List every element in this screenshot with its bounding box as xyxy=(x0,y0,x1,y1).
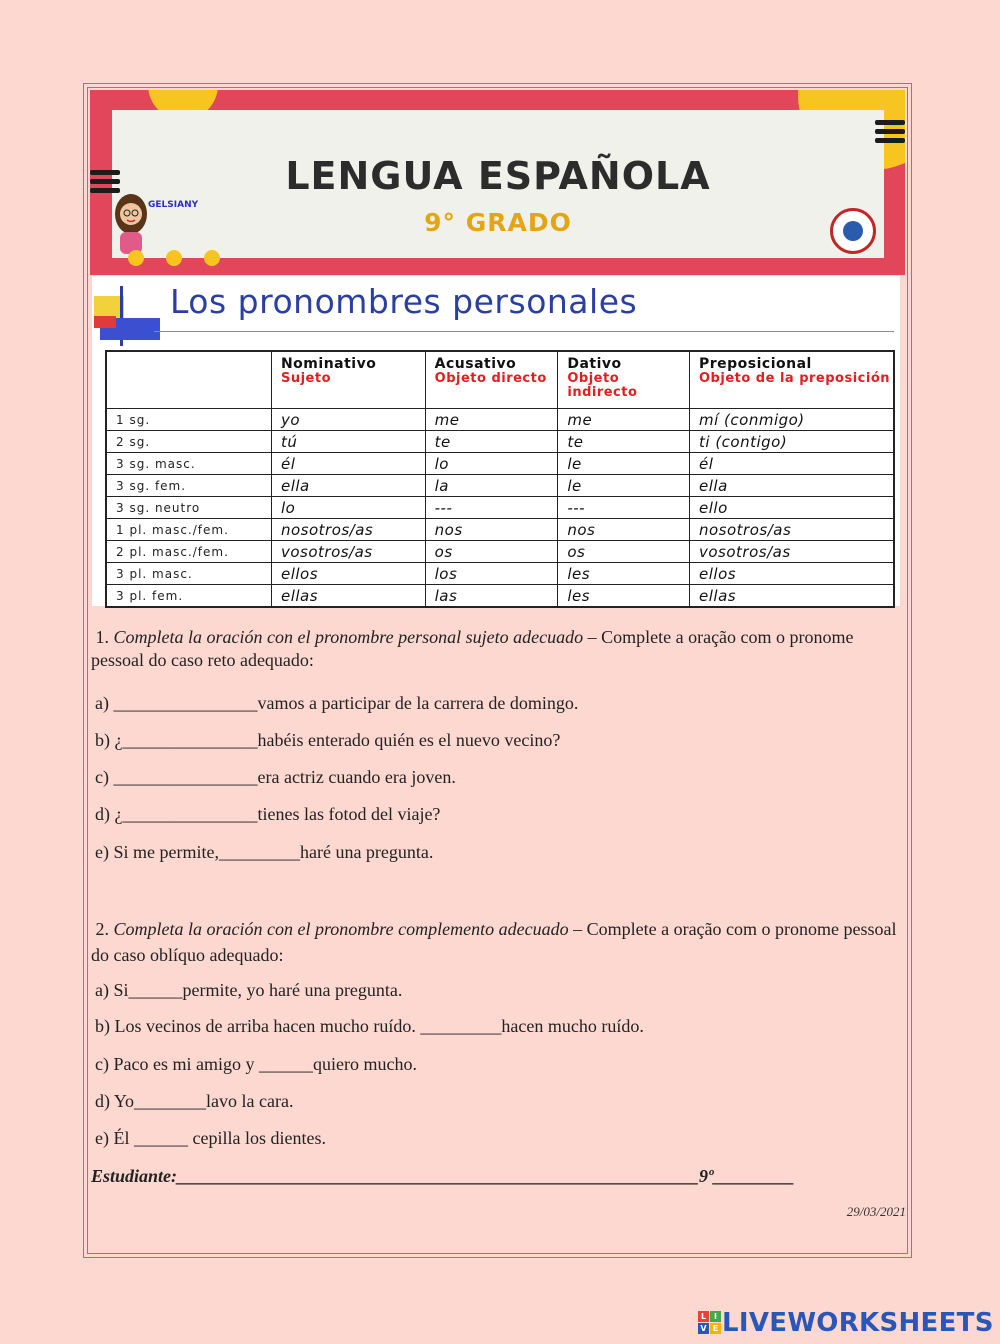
exercise-item xyxy=(95,1128,326,1149)
column-header-main: Acusativo xyxy=(434,356,517,372)
instruction-pt: – Complete a oração com o pronome pessoal do caso reto adequado: xyxy=(91,627,854,670)
answer-blank[interactable]: ________ xyxy=(134,1091,207,1111)
table-row xyxy=(106,475,894,497)
item-text: tienes las fotod del viaje? xyxy=(257,804,441,824)
item-text: haré una pregunta. xyxy=(299,842,434,862)
table-row xyxy=(106,497,894,519)
row-label: 3 sg. neutro xyxy=(106,497,271,519)
table-cell: te xyxy=(558,431,690,453)
table-row xyxy=(106,563,894,585)
decor-square xyxy=(94,316,116,328)
table-cell: ella xyxy=(690,475,895,497)
row-label: 3 pl. masc. xyxy=(106,563,271,585)
exercise-item xyxy=(95,693,578,714)
item-text: a) xyxy=(95,693,114,713)
item-text: quiero mucho. xyxy=(312,1054,417,1074)
item-text: b) ¿ xyxy=(95,730,123,750)
column-header xyxy=(690,351,895,409)
table-header-row xyxy=(106,351,894,409)
item-text: lavo la cara. xyxy=(206,1091,294,1111)
table-cell: ella xyxy=(271,475,425,497)
column-header-sub: Sujeto xyxy=(280,371,332,386)
exercise-item xyxy=(95,980,402,1001)
exercise-item xyxy=(95,804,440,825)
divider xyxy=(154,331,894,332)
row-label: 3 sg. fem. xyxy=(106,475,271,497)
student-label: Estudiante: xyxy=(91,1166,178,1186)
answer-blank[interactable]: ________________ xyxy=(113,767,258,787)
pronouns-section xyxy=(92,276,900,606)
table-cell: ellas xyxy=(271,585,425,608)
exercise-1-instruction xyxy=(91,626,906,672)
header-banner xyxy=(90,90,905,275)
item-text: e) Él xyxy=(95,1128,134,1148)
table-row xyxy=(106,409,894,431)
table-cell: me xyxy=(558,409,690,431)
table-row xyxy=(106,519,894,541)
table-cell: os xyxy=(425,541,558,563)
exercise-item xyxy=(95,1016,644,1037)
table-cell: él xyxy=(271,453,425,475)
row-label: 3 sg. masc. xyxy=(106,453,271,475)
row-label: 2 sg. xyxy=(106,431,271,453)
column-header-main: Dativo xyxy=(567,356,622,372)
row-label: 2 pl. masc./fem. xyxy=(106,541,271,563)
table-row xyxy=(106,431,894,453)
column-header xyxy=(558,351,690,409)
table-cell: les xyxy=(558,563,690,585)
exercise-item xyxy=(95,767,456,788)
answer-blank[interactable]: _________ xyxy=(218,842,300,862)
table-row xyxy=(106,585,894,608)
grade-title: 9° GRADO xyxy=(424,208,572,237)
table-cell: ellos xyxy=(690,563,895,585)
table-cell: mí (conmigo) xyxy=(690,409,895,431)
exercise-2-instruction xyxy=(91,916,906,968)
table-cell: las xyxy=(425,585,558,608)
table-cell: lo xyxy=(425,453,558,475)
answer-blank[interactable]: _______________ xyxy=(122,730,258,750)
date-text: 29/03/2021 xyxy=(846,1204,906,1219)
item-text: a) Si xyxy=(95,980,129,1000)
item-text: hacen mucho ruído. xyxy=(501,1016,644,1036)
exercise-item xyxy=(95,842,433,863)
table-cell: los xyxy=(425,563,558,585)
exercise-item xyxy=(95,1054,417,1075)
grade-field[interactable]: _________ xyxy=(713,1166,795,1186)
table-cell: nosotros/as xyxy=(271,519,425,541)
course-title: LENGUA ESPAÑOLA xyxy=(285,154,711,198)
row-label: 1 sg. xyxy=(106,409,271,431)
brand-text: LIVEWORKSHEETS xyxy=(722,1308,994,1338)
row-label: 1 pl. masc./fem. xyxy=(106,519,271,541)
column-header xyxy=(425,351,558,409)
column-header-sub: Objeto indirecto xyxy=(567,371,638,400)
column-header xyxy=(271,351,425,409)
answer-blank[interactable]: _______________ xyxy=(122,804,258,824)
item-text: c) xyxy=(95,767,114,787)
table-cell: os xyxy=(558,541,690,563)
table-cell: les xyxy=(558,585,690,608)
item-text: cepilla los dientes. xyxy=(187,1128,326,1148)
table-cell: ello xyxy=(690,497,895,519)
item-text: c) Paco es mi amigo y xyxy=(95,1054,259,1074)
table-cell: ti (contigo) xyxy=(690,431,895,453)
table-cell: la xyxy=(425,475,558,497)
item-text: vamos a participar de la carrera de domingo. xyxy=(257,693,579,713)
liveworksheets-icon: L I V E xyxy=(698,1311,722,1335)
exercise-item xyxy=(95,1091,293,1112)
section-title: Los pronombres personales xyxy=(170,282,638,321)
table-cell: ellos xyxy=(271,563,425,585)
table-cell: nosotros/as xyxy=(690,519,895,541)
column-header-main: Preposicional xyxy=(699,356,812,372)
item-text: b) Los vecinos de arriba hacen mucho ruído. xyxy=(95,1016,421,1036)
avatar-icon xyxy=(110,192,152,254)
table-cell: le xyxy=(558,475,690,497)
table-cell: te xyxy=(425,431,558,453)
school-seal-icon xyxy=(830,208,876,254)
student-line xyxy=(91,1166,794,1187)
table-cell: nos xyxy=(558,519,690,541)
column-header-sub: Objeto directo xyxy=(434,371,547,386)
answer-blank[interactable]: ______ xyxy=(258,1054,313,1074)
column-header xyxy=(106,351,271,409)
table-cell: vosotros/as xyxy=(690,541,895,563)
table-cell: tú xyxy=(271,431,425,453)
table-cell: nos xyxy=(425,519,558,541)
stripes-icon xyxy=(875,120,905,146)
column-header-sub: Objeto de la preposición xyxy=(699,371,891,386)
answer-blank[interactable]: ________________ xyxy=(113,693,258,713)
decor-dots xyxy=(128,250,242,271)
item-text: habéis enterado quién es el nuevo vecino? xyxy=(257,730,561,750)
instruction-es: Completa la oración con el pronombre personal sujeto adecuado xyxy=(113,627,584,647)
grade-label: 9º xyxy=(699,1166,714,1186)
table-cell: lo xyxy=(271,497,425,519)
answer-blank[interactable]: ______ xyxy=(128,980,183,1000)
instruction-pt: – Complete a oração com o pronome pessoal do caso oblíquo adequado: xyxy=(91,919,897,965)
table-cell: le xyxy=(558,453,690,475)
table-row xyxy=(106,453,894,475)
banner-panel xyxy=(112,110,884,258)
item-text: d) ¿ xyxy=(95,804,123,824)
table-cell: él xyxy=(690,453,895,475)
table-cell: vosotros/as xyxy=(271,541,425,563)
item-text: d) Yo xyxy=(95,1091,135,1111)
liveworksheets-logo[interactable] xyxy=(698,1308,994,1340)
table-cell: yo xyxy=(271,409,425,431)
exercise-number: 2. xyxy=(95,919,109,939)
row-label: 3 pl. fem. xyxy=(106,585,271,608)
column-header-main: Nominativo xyxy=(280,356,377,372)
exercise-item xyxy=(95,730,560,751)
table-row xyxy=(106,541,894,563)
table-cell: --- xyxy=(425,497,558,519)
answer-blank[interactable]: ______ xyxy=(133,1128,188,1148)
item-text: permite, yo haré una pregunta. xyxy=(182,980,403,1000)
table-cell: ellas xyxy=(690,585,895,608)
item-text: e) Si me permite, xyxy=(95,842,219,862)
item-text: era actriz cuando era joven. xyxy=(257,767,456,787)
instruction-es: Completa la oración con el pronombre complemento adecuado xyxy=(113,919,569,939)
author-tag: GELSIANY xyxy=(148,200,199,210)
table-cell: me xyxy=(425,409,558,431)
student-name-field[interactable]: __________________________________________________________ xyxy=(177,1166,700,1186)
pronouns-table xyxy=(105,350,895,608)
answer-blank[interactable]: _________ xyxy=(420,1016,502,1036)
table-cell: --- xyxy=(558,497,690,519)
exercise-number: 1. xyxy=(95,627,109,647)
